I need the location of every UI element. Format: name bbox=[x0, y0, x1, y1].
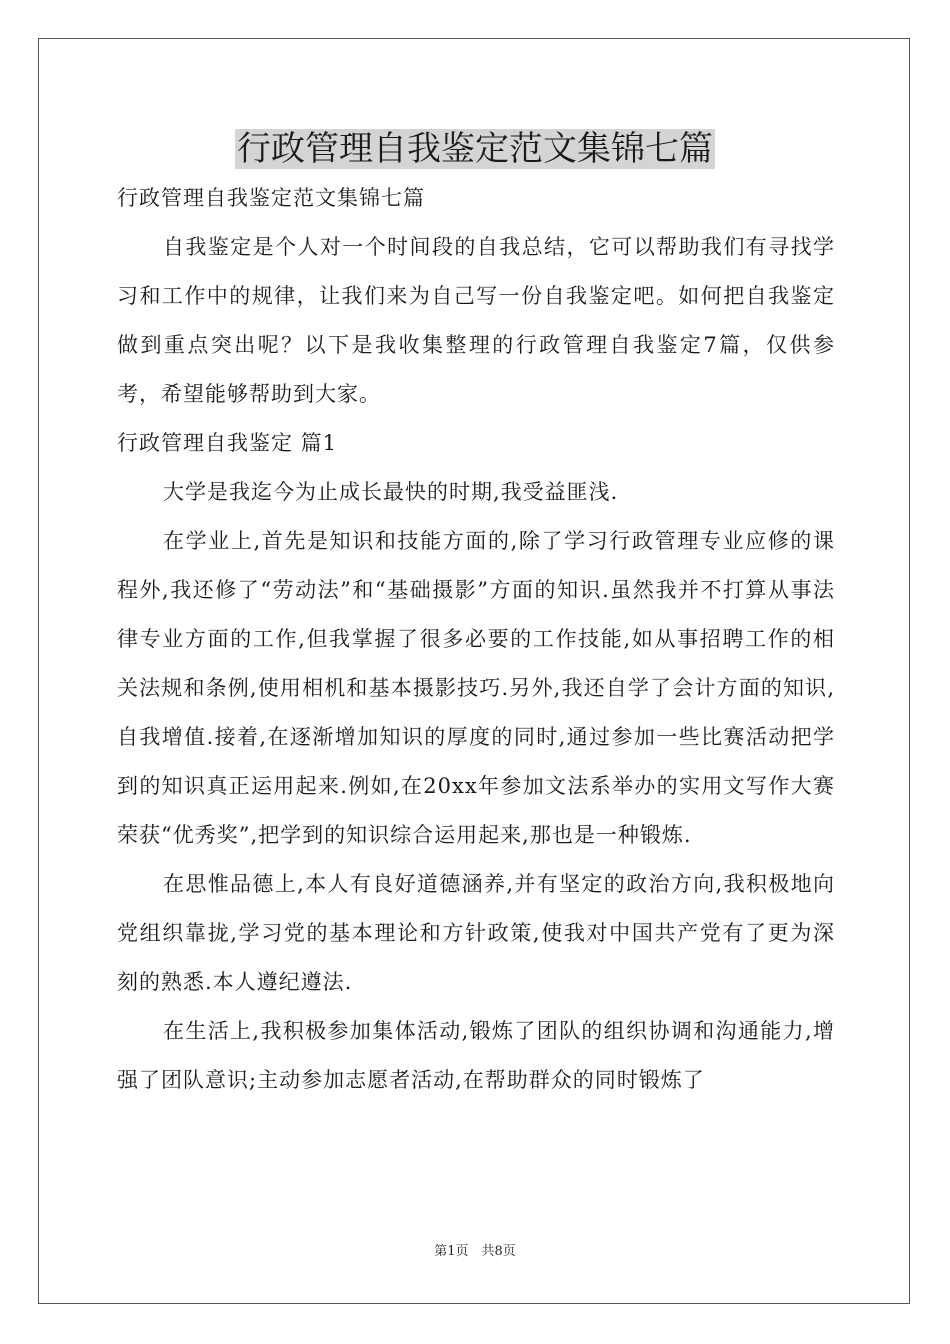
body-paragraph-2: 在学业上,首先是知识和技能方面的,除了学习行政管理专业应修的课程外,我还修了“劳动法”和“基础摄影”方面的知识.虽然我并不打算从事法律专业方面的工作,但我掌握了很多必要的工作技能,如从事招聘工作的相关法规和条例,使用相机和基本摄影技巧.另外,我还自学了会计方面的知识,自我增值.接着,在逐渐增加知识的厚度的同时,通过参加一些比赛活动把学到的知识真正运用起来.例如,在20xx年参加文法系举办的实用文写作大赛荣获“优秀奖”,把学到的知识综合运用起来,那也是一种锻炼. bbox=[117, 529, 835, 847]
body-paragraph-4: 在生活上,我积极参加集体活动,锻炼了团队的组织协调和沟通能力,增强了团队意识;主动参加志愿者活动,在帮助群众的同时锻炼了 bbox=[117, 1019, 835, 1092]
body-paragraph-3: 在思惟品德上,本人有良好道德涵养,并有坚定的政治方向,我积极地向党组织靠拢,学习党的基本理论和方针政策,使我对中国共产党有了更为深刻的熟悉.本人遵纪遵法. bbox=[117, 872, 835, 994]
body-paragraph-1: 大学是我迄今为止成长最快的时期,我受益匪浅. bbox=[163, 480, 619, 504]
section-heading: 行政管理自我鉴定 篇1 bbox=[117, 431, 338, 455]
document-body bbox=[117, 174, 835, 1105]
page-number: 第1页 共8页 bbox=[434, 1244, 516, 1259]
intro-paragraph: 自我鉴定是个人对一个时间段的自我总结，它可以帮助我们有寻找学习和工作中的规律，让我们来为自己写一份自我鉴定吧。如何把自我鉴定做到重点突出呢？以下是我收集整理的行政管理自我鉴定7篇，仅供参考，希望能够帮助到大家。 bbox=[117, 235, 835, 406]
page-footer bbox=[0, 1240, 950, 1259]
document-subtitle: 行政管理自我鉴定范文集锦七篇 bbox=[117, 186, 425, 210]
document-title bbox=[0, 124, 950, 174]
document-title-text: 行政管理自我鉴定范文集锦七篇 bbox=[237, 129, 713, 169]
